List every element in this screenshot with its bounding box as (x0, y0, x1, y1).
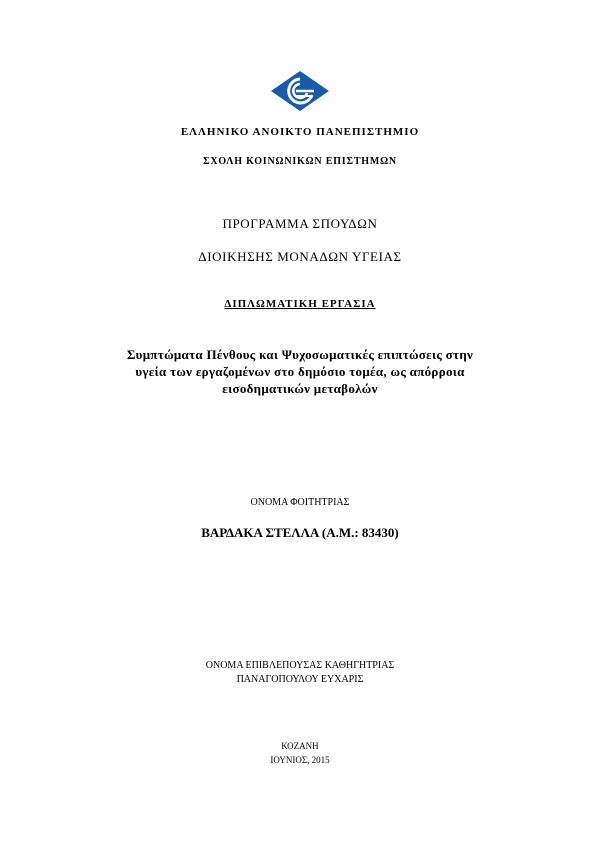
date: ΙΟΥΝΙΟΣ, 2015 (270, 755, 330, 765)
university-name: ΕΛΛΗΝΙΚΟ ΑΝΟΙΚΤΟ ΠΑΝΕΠΙΣΤΗΜΙΟ (180, 126, 420, 138)
thesis-title-line: υγεία των εργαζομένων στο δημόσιο τομέα, ως απόρροια (135, 364, 465, 379)
supervisor-name: ΠΑΝΑΓΟΠΟΥΛΟΥ ΕΥΧΑΡΙΣ (236, 674, 364, 685)
student-name: ΒΑΡΔΑΚΑ ΣΤΕΛΛΑ (Α.Μ.: 83430) (201, 525, 399, 540)
thesis-title (70, 346, 530, 397)
thesis-type-heading: ΔΙΠΛΩΜΑΤΙΚΗ ΕΡΓΑΣΙΑ (224, 298, 376, 310)
program-title: ΠΡΟΓΡΑΜΜΑ ΣΠΟΥΔΩΝ (222, 216, 378, 231)
supervisor-label: ΟΝΟΜΑ ΕΠΙΒΛΕΠΟΥΣΑΣ ΚΑΘΗΓΗΤΡΙΑΣ (205, 660, 395, 671)
city: ΚΟΖΑΝΗ (281, 741, 319, 751)
university-logo-icon (270, 70, 330, 112)
program-department: ΔΙΟΙΚΗΣΗΣ ΜΟΝΑΔΩΝ ΥΓΕΙΑΣ (198, 249, 402, 264)
thesis-title-line: Συμπτώματα Πένθους και Ψυχοσωματικές επιπτώσεις στην (126, 347, 474, 362)
thesis-title-line: εισοδηματικών μεταβολών (222, 381, 378, 396)
school-name: ΣΧΟΛΗ ΚΟΙΝΩΝΙΚΩΝ ΕΠΙΣΤΗΜΩΝ (203, 156, 397, 167)
student-label: ΟΝΟΜΑ ΦΟΙΤΗΤΡΙΑΣ (250, 497, 350, 508)
